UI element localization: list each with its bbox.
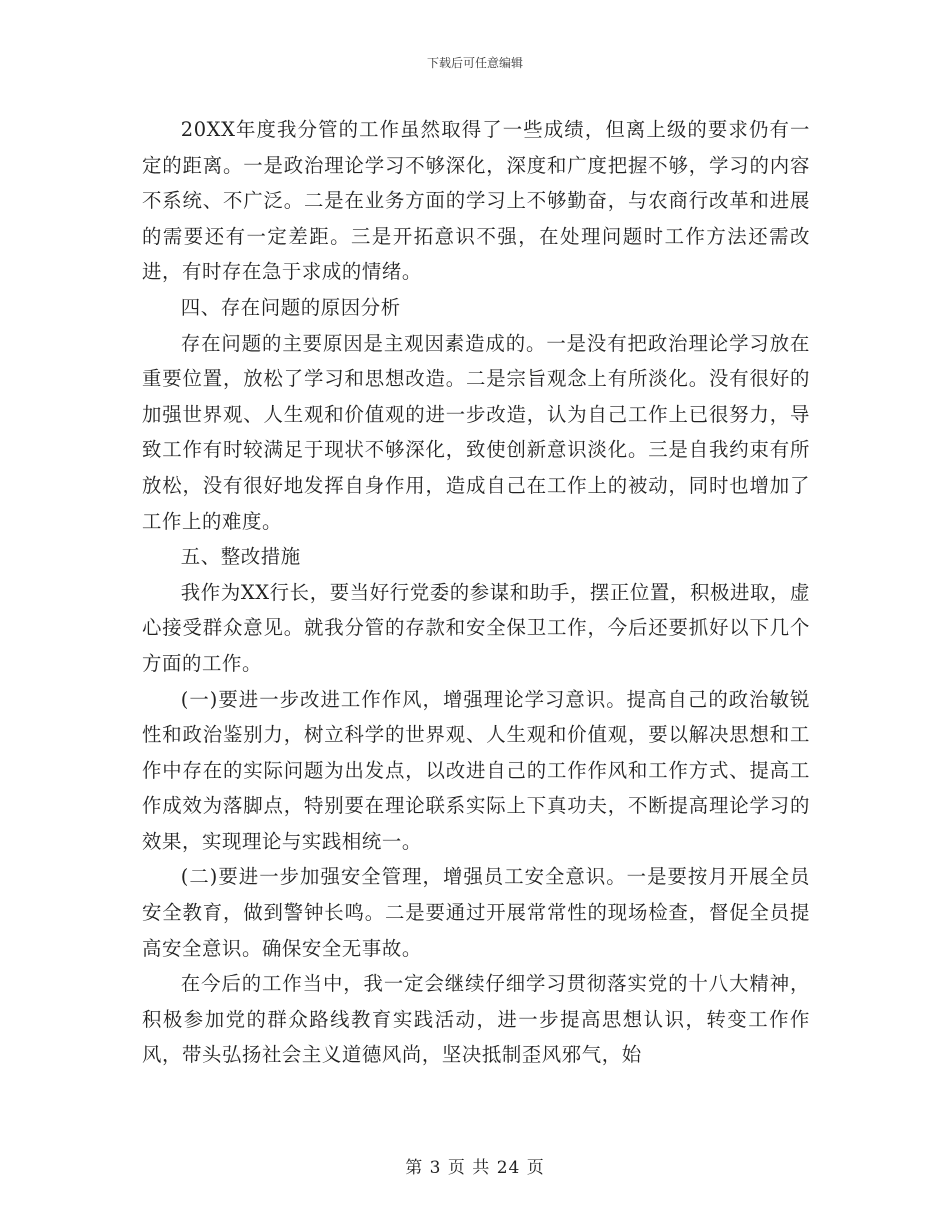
paragraph-closing: 在今后的工作当中，我一定会继续仔细学习贯彻落实党的十八大精神，积极参加党的群众路线教育实践活动，进一步提高思想认识，转变工作作风，带头弘扬社会主义道德风尚，坚决抵制歪风邪气，始 xyxy=(142,972,810,1067)
paragraph-summary: 20XX年度我分管的工作虽然取得了一些成绩，但离上级的要求仍有一定的距离。一是政治理论学习不够深化，深度和广度把握不够，学习的内容不系统、不广泛。二是在业务方面的学习上不够勤奋，与农商行改革和进展的需要还有一定差距。三是开拓意识不强，在处理问题时工作方法还需改进，有时存在急于求成的情绪。 xyxy=(142,118,810,284)
document-body xyxy=(142,112,810,1073)
paragraph-measure-two: (二)要进一步加强安全管理，增强员工安全意识。一是要按月开展全员安全教育，做到警钟长鸣。二是要通过开展常常性的现场检查，督促全员提高安全意识。确保安全无事故。 xyxy=(142,865,810,960)
paragraph-measure-one: (一)要进一步改进工作作风，增强理论学习意识。提高自己的政治敏锐性和政治鉴别力，树立科学的世界观、人生观和价值观，要以解决思想和工作中存在的实际问题为出发点，以改进自己的工作作风和工作方式、提高工作成效为落脚点，特别要在理论联系实际上下真功夫，不断提高理论学习的效果，实现理论与实践相统一。 xyxy=(142,687,810,853)
paragraph-cause-analysis: 存在问题的主要原因是主观因素造成的。一是没有把政治理论学习放在重要位置，放松了学习和思想改造。二是宗旨观念上有所淡化。没有很好的加强世界观、人生观和价值观的进一步改造，认为自己工作上已很努力，导致工作有时较满足于现状不够深化，致使创新意识淡化。三是自我约束有所放松，没有很好地发挥自身作用，造成自己在工作上的被动，同时也增加了工作上的难度。 xyxy=(142,331,810,533)
page-header: 下载后可任意编辑 xyxy=(426,56,523,70)
paragraph-rectification-intro: 我作为XX行长，要当好行党委的参谋和助手，摆正位置，积极进取，虚心接受群众意见。就我分管的存款和安全保卫工作，今后还要抓好以下几个方面的工作。 xyxy=(142,580,810,675)
page-number: 第 3 页 共 24 页 xyxy=(405,1158,545,1178)
section-heading-cause-analysis: 四、存在问题的原因分析 xyxy=(180,295,401,319)
section-heading-rectification: 五、整改措施 xyxy=(180,545,301,569)
